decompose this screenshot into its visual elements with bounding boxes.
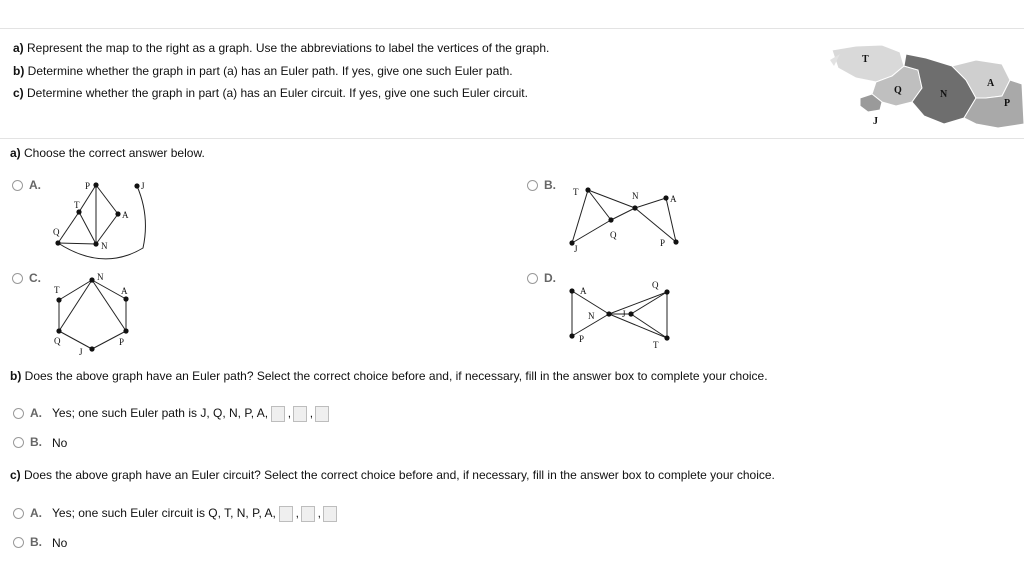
graph-d-vertex-j: J bbox=[622, 309, 626, 319]
graph-c-vertex-t: T bbox=[54, 285, 60, 295]
part-c-option-b-label[interactable]: B. bbox=[30, 535, 42, 549]
part-b-option-a-radio[interactable] bbox=[13, 408, 24, 419]
graph-d-vertex-p: P bbox=[579, 334, 585, 344]
graph-b-vertex-n: N bbox=[632, 191, 639, 201]
part-c-option-a-label[interactable]: A. bbox=[30, 506, 42, 520]
graph-a-vertex-t: T bbox=[74, 200, 80, 210]
part-b-answer-box-1[interactable] bbox=[271, 406, 285, 422]
graph-d-vertex-n: N bbox=[588, 311, 595, 321]
part-b-option-a-label[interactable]: A. bbox=[30, 406, 42, 420]
map-label-q: Q bbox=[894, 85, 902, 96]
graph-d-vertex-a: A bbox=[580, 286, 587, 296]
graph-d-vertex-t: T bbox=[653, 340, 659, 350]
part-a-option-a-radio[interactable] bbox=[12, 180, 23, 191]
top-divider bbox=[0, 28, 1024, 29]
part-b-option-b-label[interactable]: B. bbox=[30, 435, 42, 449]
part-b-option-b-text: No bbox=[52, 436, 68, 450]
part-b-prompt: b) Does the above graph have an Euler path? Select the correct choice before and, if necessary, fill in the answer box to complete your choice. bbox=[10, 369, 768, 383]
part-c-answer-box-2[interactable] bbox=[301, 506, 315, 522]
part-b-answer-box-2[interactable] bbox=[293, 406, 307, 422]
part-b-option-a-row: Yes; one such Euler path is J, Q, N, P, A, , , bbox=[52, 406, 329, 422]
graph-c-vertex-j: J bbox=[79, 347, 83, 356]
graph-option-b bbox=[562, 182, 692, 254]
part-a-option-b-label[interactable]: B. bbox=[544, 178, 556, 192]
region-map bbox=[826, 40, 1024, 135]
part-a-option-d-label[interactable]: D. bbox=[544, 271, 556, 285]
graph-b-vertex-p: P bbox=[660, 238, 666, 248]
graph-c-vertex-a: A bbox=[121, 286, 128, 296]
question-c: c) Determine whether the graph in part (a) has an Euler circuit. If yes, give one such Euler circuit. bbox=[13, 86, 528, 100]
graph-option-c bbox=[50, 270, 140, 356]
graph-d-vertex-q: Q bbox=[652, 280, 659, 290]
graph-b-vertex-q: Q bbox=[610, 230, 617, 240]
graph-a-vertex-j: J bbox=[141, 181, 145, 191]
part-c-option-a-text: Yes; one such Euler circuit is Q, T, N, P, A, bbox=[52, 506, 276, 521]
graph-option-a bbox=[48, 176, 158, 262]
graph-c-vertex-n: N bbox=[97, 272, 104, 282]
graph-b-vertex-a: A bbox=[670, 194, 677, 204]
part-c-answer-box-3[interactable] bbox=[323, 506, 337, 522]
graph-a-vertex-a: A bbox=[122, 210, 129, 220]
graph-a-vertex-q: Q bbox=[53, 227, 60, 237]
map-label-n: N bbox=[940, 89, 948, 100]
graph-b-vertex-j: J bbox=[574, 244, 578, 254]
graph-c-vertex-q: Q bbox=[54, 336, 61, 346]
map-label-t: T bbox=[862, 54, 869, 65]
map-label-p: P bbox=[1004, 98, 1011, 109]
part-b-option-b-radio[interactable] bbox=[13, 437, 24, 448]
part-c-option-a-row: Yes; one such Euler circuit is Q, T, N, P, A, , , bbox=[52, 506, 337, 522]
part-c-option-b-radio[interactable] bbox=[13, 537, 24, 548]
graph-a-vertex-p: P bbox=[85, 181, 91, 191]
question-b: b) Determine whether the graph in part (a) has an Euler path. If yes, give one such Euler path. bbox=[13, 64, 513, 78]
map-label-a: A bbox=[987, 78, 995, 89]
map-label-j: J bbox=[873, 116, 878, 127]
part-a-option-a-label[interactable]: A. bbox=[29, 178, 41, 192]
graph-a-vertex-n: N bbox=[101, 241, 108, 251]
question-a: a) Represent the map to the right as a graph. Use the abbreviations to label the vertices of the graph. bbox=[13, 41, 550, 55]
part-c-prompt: c) Does the above graph have an Euler circuit? Select the correct choice before and, if necessary, fill in the answer box to complete your choice. bbox=[10, 468, 775, 482]
graph-c-vertex-p: P bbox=[119, 337, 125, 347]
section-divider bbox=[0, 138, 1024, 139]
part-a-option-c-radio[interactable] bbox=[12, 273, 23, 284]
graph-b-vertex-t: T bbox=[573, 187, 579, 197]
part-a-prompt: a) Choose the correct answer below. bbox=[10, 146, 205, 160]
part-a-option-d-radio[interactable] bbox=[527, 273, 538, 284]
part-b-answer-box-3[interactable] bbox=[315, 406, 329, 422]
part-c-answer-box-1[interactable] bbox=[279, 506, 293, 522]
part-a-option-b-radio[interactable] bbox=[527, 180, 538, 191]
part-c-option-a-radio[interactable] bbox=[13, 508, 24, 519]
part-b-option-a-text: Yes; one such Euler path is J, Q, N, P, A, bbox=[52, 406, 269, 421]
part-a-option-c-label[interactable]: C. bbox=[29, 271, 41, 285]
graph-option-d bbox=[562, 278, 682, 350]
part-c-option-b-text: No bbox=[52, 536, 68, 550]
